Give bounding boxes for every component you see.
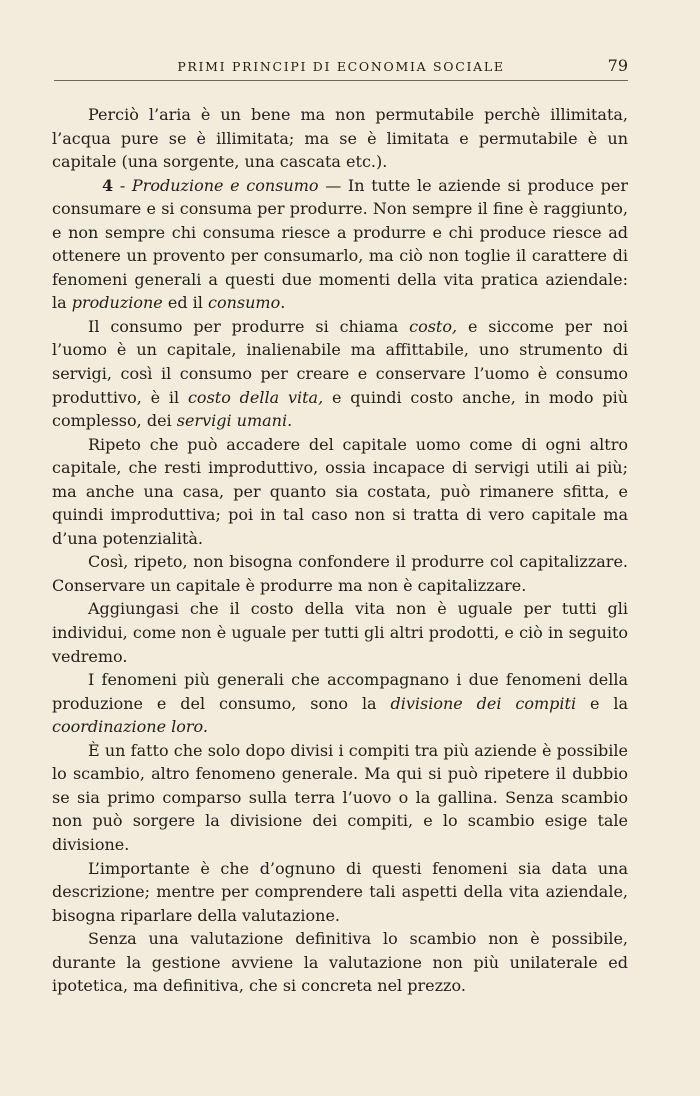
section-number: 4 [102, 175, 114, 195]
paragraph-8: È un fatto che solo dopo divisi i compiti tra più aziende è possibile lo scambio, altro fenomeno generale. Ma qui si può ripetere il dubbio se sia primo comparso sulla terra l’uovo o la gallina. Senza scambio non può sorgere la divisione dei compiti, e lo scambio esige tale divisione. [52, 740, 628, 854]
paragraph-text: e quindi costo anche, in modo più complesso, dei [52, 387, 628, 431]
body-text [52, 103, 628, 998]
paragraph-text: ed il [162, 293, 208, 313]
paragraph-text: e la [576, 693, 628, 713]
emphasis-servigi-umani: servigi umani. [176, 411, 293, 431]
section-4-paragraph [52, 174, 628, 315]
page-number: 79 [607, 56, 628, 75]
running-title: PRIMI PRINCIPI DI ECONOMIA SOCIALE [177, 59, 505, 74]
paragraph-9: L’importante è che d’ognuno di questi fenomeni sia data una descrizione; mentre per comprendere tali aspetti della vita aziendale, bisogna riparlare della valutazione. [52, 858, 628, 925]
paragraph-1: Perciò l’aria è un bene ma non permutabile perchè illimitata, l’acqua pure se è illimitata; ma se è limitata e permutabile è un capitale (una sorgente, una cascata etc.). [52, 105, 628, 172]
emphasis-coordinazione-loro: coordinazione loro. [52, 717, 208, 737]
section-separator: - [113, 175, 132, 195]
paragraph-3 [52, 315, 628, 433]
paragraph-text: I fenomeni più generali che accompagnano i due fenomeni della produzione e del consumo, sono la [52, 670, 628, 713]
paragraph-7 [52, 668, 628, 739]
emphasis-costo: costo, [409, 316, 458, 336]
paragraph-10: Senza una valutazione definitiva lo scambio non è possibile, durante la gestione avviene la valutazione non più unilaterale ed ipotetica, ma definitiva, che si concreta nel prezzo. [52, 929, 628, 996]
emphasis-costo-della-vita: costo della vita, [187, 387, 324, 407]
section-heading: Produzione e consumo [131, 175, 319, 195]
paragraph-5: Così, ripeto, non bisogna confondere il produrre col capitalizzare. Conservare un capitale è produrre ma non è capitalizzare. [52, 552, 628, 595]
paragraph-text: Il consumo per produrre si chiama [88, 316, 410, 336]
emphasis-divisione-dei-compiti: divisione dei compiti [390, 693, 577, 713]
page-header [54, 56, 628, 81]
paragraph-text: . [280, 293, 286, 313]
paragraph-4: Ripeto che può accadere del capitale uomo come di ogni altro capitale, che resti improduttivo, ossia incapace di servigi utili ai più; ma anche una casa, per quanto sia costata, può rimanere sfitta, e quindi improduttiva; poi in tal caso non si tratta di vero capitale ma d’una potenzialità. [52, 434, 628, 548]
paragraph-text: — In tutte le aziende si produce per consumare e si consuma per produrre. Non sempre il fine è raggiunto, e non sempre chi consuma riesce a produrre e chi produce riesce ad ottenere un provento per consumarlo, ma ciò non toglie il carattere di fenomeni generali a questi due momenti della vita pratica aziendale: la [52, 175, 629, 313]
emphasis-consumo: consumo [207, 293, 281, 313]
emphasis-produzione: produzione [71, 293, 163, 313]
paragraph-6: Aggiungasi che il costo della vita non è uguale per tutti gli individui, come non è uguale per tutti gli altri prodotti, e ciò in seguito vedremo. [52, 599, 628, 666]
paragraph-text: e siccome per noi l’uomo è un capitale, inalienabile ma affittabile, uno strumento di servigi, così il consumo per creare e conservare l’uomo è consumo produttivo, è il [52, 316, 628, 407]
